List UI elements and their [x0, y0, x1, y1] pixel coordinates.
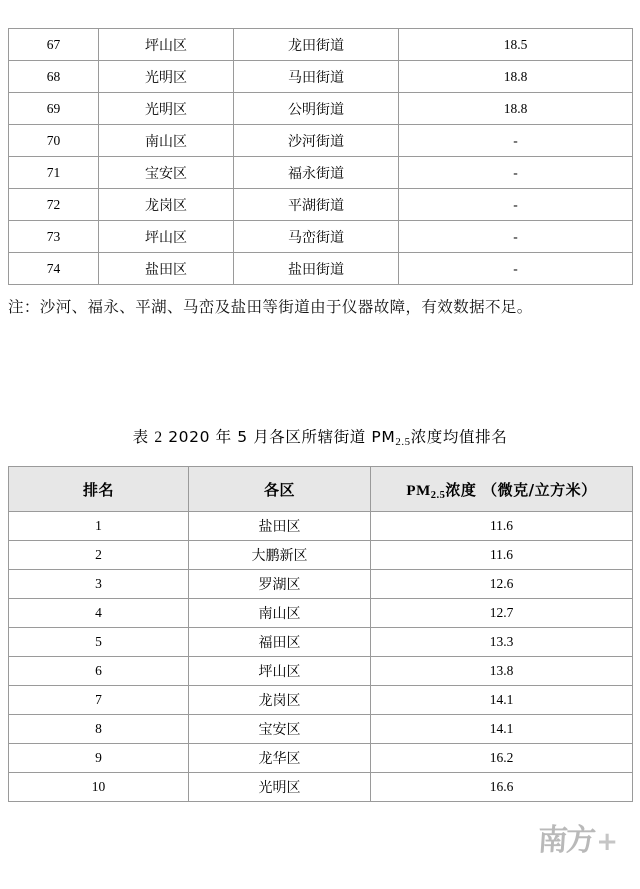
- table-body: [9, 29, 633, 285]
- table-header: [9, 467, 633, 512]
- cell-rank: 7: [9, 686, 189, 715]
- cell-value: -: [399, 253, 633, 285]
- cell-district: 宝安区: [189, 715, 371, 744]
- cell-rank: 1: [9, 512, 189, 541]
- cell-rank: 5: [9, 628, 189, 657]
- cell-value: 13.8: [371, 657, 633, 686]
- table-row: [9, 657, 633, 686]
- table-row: [9, 125, 633, 157]
- caption-subscript: 2.5: [395, 436, 411, 449]
- table-street-ranking-continued: [8, 28, 633, 285]
- cell-value: 16.6: [371, 773, 633, 802]
- caption-number: 2: [154, 429, 163, 446]
- cell-district: 大鹏新区: [189, 541, 371, 570]
- cell-value: 14.1: [371, 686, 633, 715]
- cell-district: 龙岗区: [189, 686, 371, 715]
- table-row: [9, 61, 633, 93]
- table-note: 注：沙河、福永、平湖、马峦及盐田等街道由于仪器故障，有效数据不足。: [8, 298, 533, 316]
- cell-rank: 67: [9, 29, 99, 61]
- table-row: [9, 686, 633, 715]
- table-row: [9, 570, 633, 599]
- cell-district: 坪山区: [189, 657, 371, 686]
- cell-rank: 3: [9, 570, 189, 599]
- table-district-ranking: [8, 466, 633, 802]
- cell-rank: 69: [9, 93, 99, 125]
- cell-district: 宝安区: [99, 157, 234, 189]
- cell-rank: 72: [9, 189, 99, 221]
- cell-street: 福永街道: [234, 157, 399, 189]
- table-row: [9, 715, 633, 744]
- table-row: [9, 29, 633, 61]
- table-row: [9, 512, 633, 541]
- header-value-prefix: PM: [406, 482, 431, 499]
- cell-value: 14.1: [371, 715, 633, 744]
- cell-value: -: [399, 221, 633, 253]
- cell-rank: 10: [9, 773, 189, 802]
- cell-rank: 74: [9, 253, 99, 285]
- cell-district: 盐田区: [99, 253, 234, 285]
- cell-district: 坪山区: [99, 29, 234, 61]
- cell-value: 11.6: [371, 541, 633, 570]
- cell-rank: 6: [9, 657, 189, 686]
- cell-value: 18.5: [399, 29, 633, 61]
- table-row: [9, 541, 633, 570]
- cell-value: 12.7: [371, 599, 633, 628]
- cell-rank: 70: [9, 125, 99, 157]
- cell-street: 龙田街道: [234, 29, 399, 61]
- cell-value: -: [399, 157, 633, 189]
- watermark-plus-icon: +: [596, 827, 618, 857]
- table-header-row: [9, 467, 633, 512]
- table-row: [9, 157, 633, 189]
- cell-value: 12.6: [371, 570, 633, 599]
- cell-street: 公明街道: [234, 93, 399, 125]
- cell-district: 盐田区: [189, 512, 371, 541]
- table-body: [9, 512, 633, 802]
- header-value-suffix: 浓度 （微克/立方米）: [445, 480, 597, 499]
- table-2-caption: [0, 425, 640, 447]
- caption-mid: 2020 年 5 月各区所辖街道 PM: [168, 428, 396, 446]
- cell-value: 18.8: [399, 61, 633, 93]
- cell-value: 13.3: [371, 628, 633, 657]
- cell-rank: 9: [9, 744, 189, 773]
- cell-district: 光明区: [99, 61, 234, 93]
- cell-district: 南山区: [99, 125, 234, 157]
- table-row: [9, 253, 633, 285]
- cell-district: 龙岗区: [99, 189, 234, 221]
- cell-district: 龙华区: [189, 744, 371, 773]
- cell-district: 福田区: [189, 628, 371, 657]
- watermark-logo-text: 南方: [536, 823, 595, 858]
- cell-rank: 8: [9, 715, 189, 744]
- table-row: [9, 744, 633, 773]
- table-row: [9, 773, 633, 802]
- table-row: [9, 93, 633, 125]
- table-row: [9, 599, 633, 628]
- cell-street: 马田街道: [234, 61, 399, 93]
- table-row: [9, 189, 633, 221]
- cell-rank: 71: [9, 157, 99, 189]
- cell-street: 马峦街道: [234, 221, 399, 253]
- cell-rank: 68: [9, 61, 99, 93]
- cell-district: 坪山区: [99, 221, 234, 253]
- cell-value: 16.2: [371, 744, 633, 773]
- cell-district: 光明区: [99, 93, 234, 125]
- caption-suffix: 浓度均值排名: [410, 428, 508, 446]
- cell-district: 罗湖区: [189, 570, 371, 599]
- cell-rank: 2: [9, 541, 189, 570]
- caption-prefix: 表: [132, 428, 149, 446]
- table-row: [9, 221, 633, 253]
- header-district: 各区: [189, 467, 371, 512]
- table-row: [9, 628, 633, 657]
- header-rank: 排名: [9, 467, 189, 512]
- cell-street: 平湖街道: [234, 189, 399, 221]
- header-value: [371, 467, 633, 512]
- cell-rank: 4: [9, 599, 189, 628]
- cell-value: 18.8: [399, 93, 633, 125]
- cell-value: -: [399, 189, 633, 221]
- cell-district: 光明区: [189, 773, 371, 802]
- cell-rank: 73: [9, 221, 99, 253]
- cell-district: 南山区: [189, 599, 371, 628]
- header-value-subscript: 2.5: [430, 489, 446, 501]
- cell-street: 盐田街道: [234, 253, 399, 285]
- cell-value: -: [399, 125, 633, 157]
- cell-street: 沙河街道: [234, 125, 399, 157]
- cell-value: 11.6: [371, 512, 633, 541]
